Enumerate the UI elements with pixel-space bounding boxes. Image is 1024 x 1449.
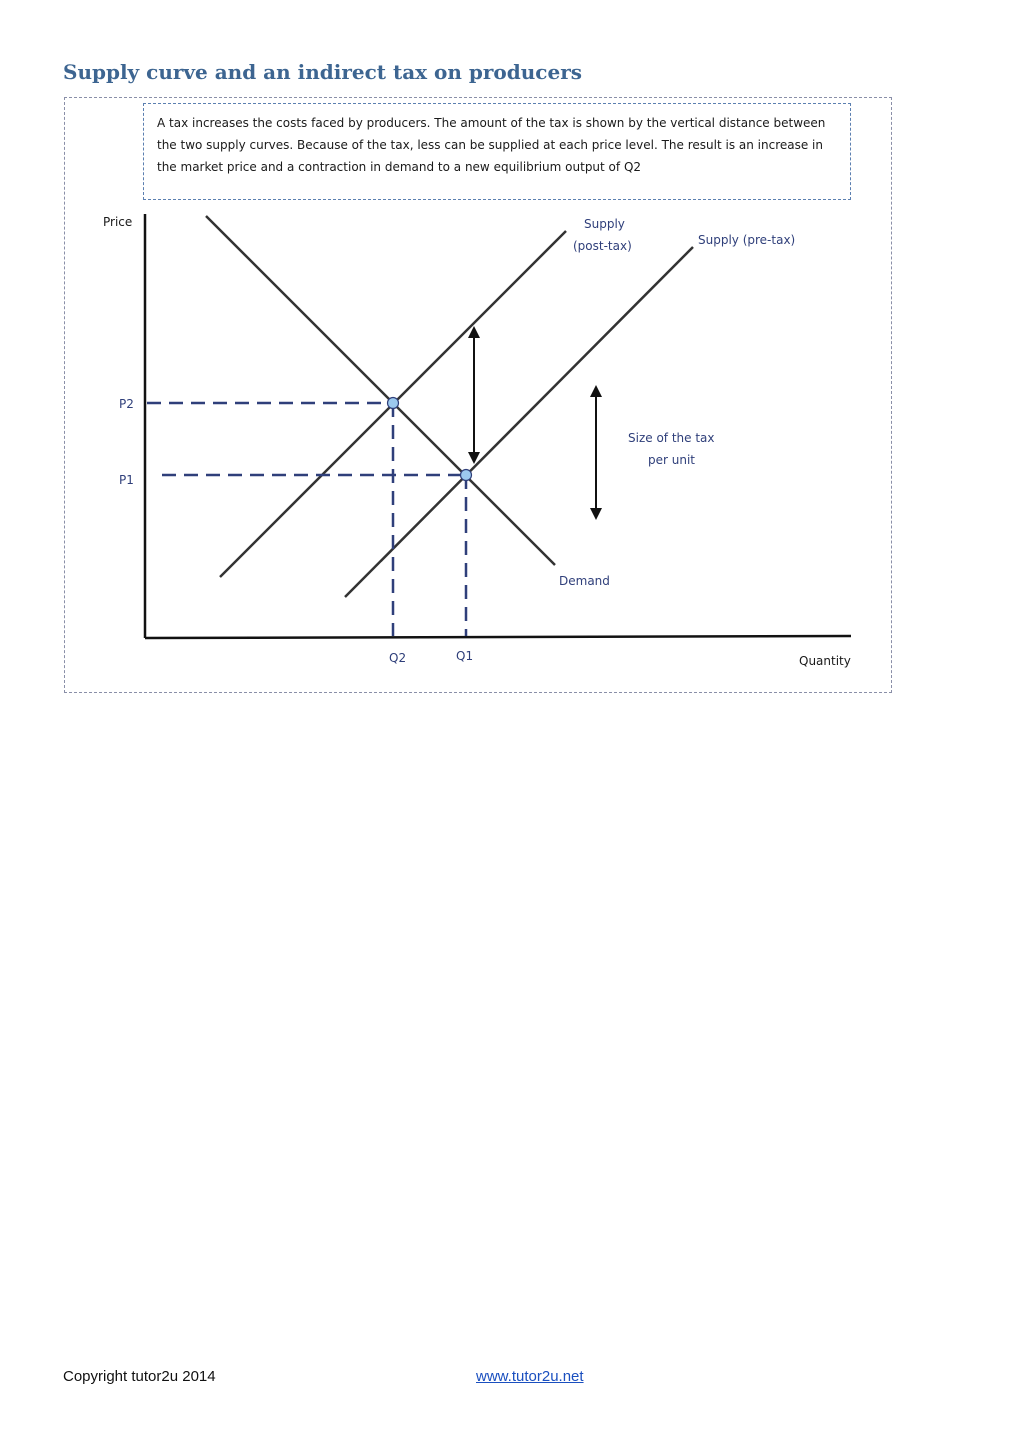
q2-label: Q2 bbox=[389, 651, 407, 665]
demand-curve bbox=[206, 216, 555, 565]
description-text: A tax increases the costs faced by producers. The amount of the tax is shown by the vertical distance between the two supply curves. Because of the tax, less can be supplied at each price level. The result is an increase in the market price and a contraction in demand to a new equilibrium output of Q2 bbox=[157, 116, 826, 174]
p1-label: P1 bbox=[119, 473, 134, 487]
tax-size-label-line2: per unit bbox=[648, 453, 695, 467]
y-axis-label: Price bbox=[103, 215, 133, 229]
supply-pre-tax-label: Supply (pre-tax) bbox=[698, 233, 796, 247]
equilibrium-point-post-tax bbox=[388, 398, 399, 409]
copyright-text: Copyright tutor2u 2014 bbox=[63, 1368, 216, 1385]
website-link[interactable]: www.tutor2u.net bbox=[476, 1368, 584, 1385]
x-axis-label: Quantity bbox=[799, 654, 851, 668]
supply-post-tax-label-line1: Supply bbox=[584, 217, 625, 231]
q1-label: Q1 bbox=[456, 649, 474, 663]
supply-tax-diagram bbox=[0, 0, 1024, 720]
p2-label: P2 bbox=[119, 397, 134, 411]
equilibrium-point-pre-tax bbox=[461, 470, 472, 481]
tax-size-label-line1: Size of the tax bbox=[628, 431, 715, 445]
x-axis bbox=[145, 636, 851, 638]
supply-post-tax-label-line2: (post-tax) bbox=[573, 239, 632, 253]
page-title: Supply curve and an indirect tax on producers bbox=[63, 60, 582, 84]
supply-pre-tax-curve bbox=[345, 247, 693, 597]
demand-label: Demand bbox=[559, 574, 610, 588]
